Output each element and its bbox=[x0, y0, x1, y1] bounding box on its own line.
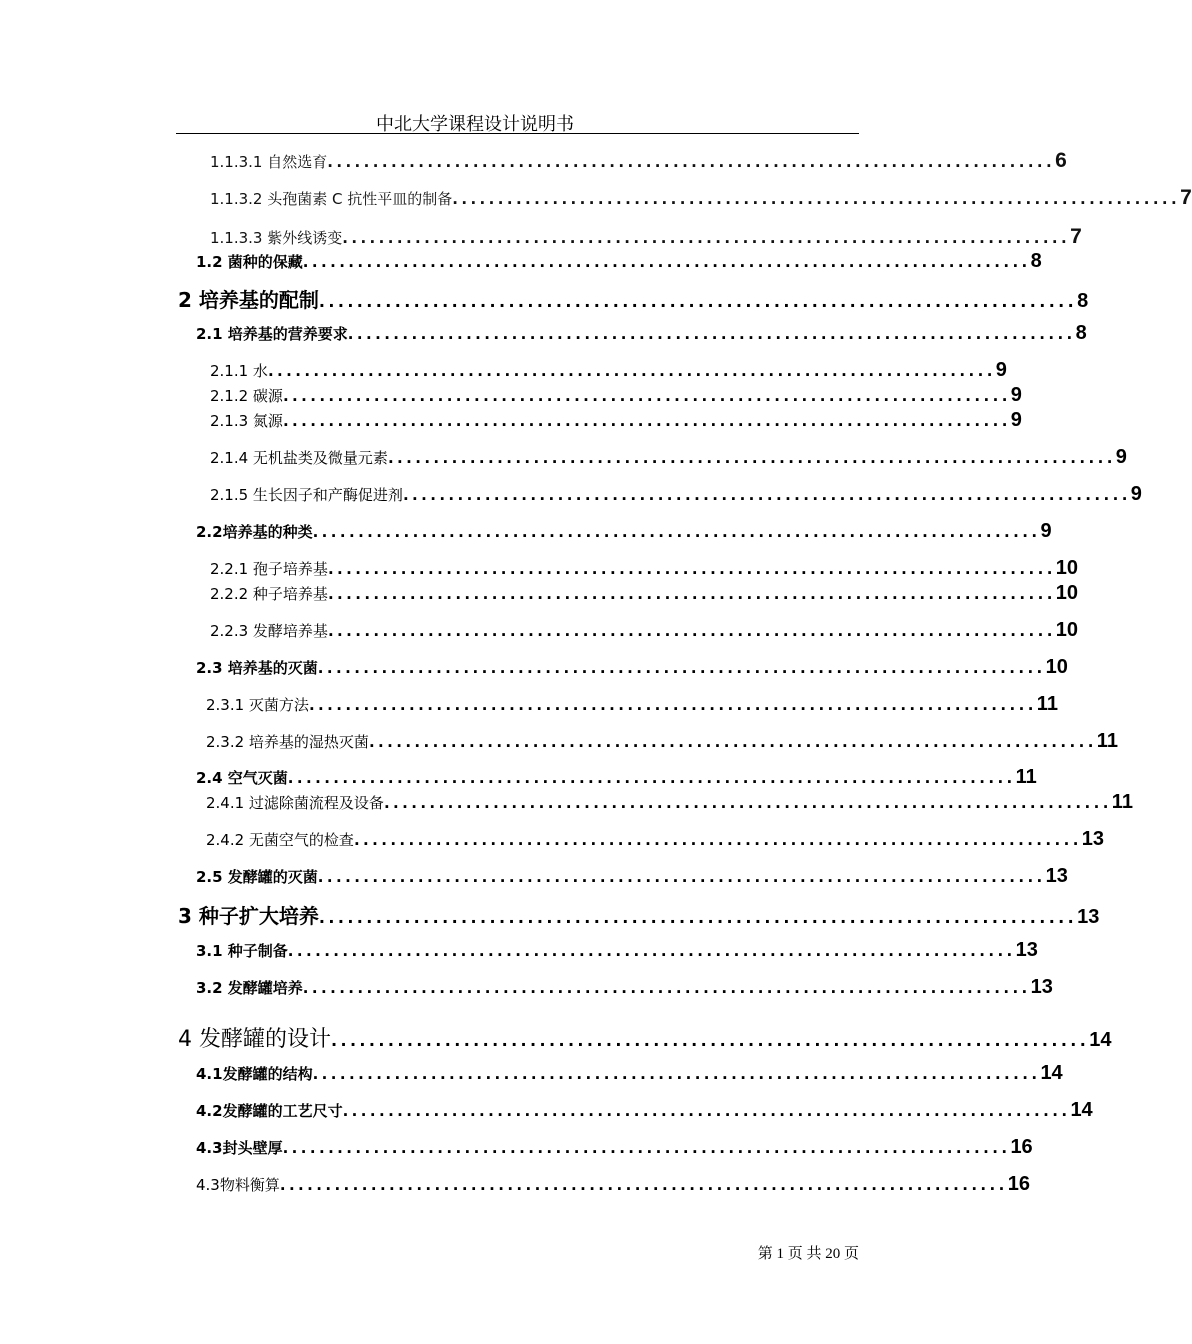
toc-entry-page: 13 bbox=[1015, 939, 1038, 961]
toc-entry[interactable] bbox=[206, 791, 1133, 814]
page-header-title: 中北大学课程设计说明书 bbox=[376, 114, 574, 135]
toc-leader-dots: ................................................................................ bbox=[317, 868, 1046, 886]
toc-leader-dots: ................................................................................ bbox=[342, 229, 1071, 247]
toc-leader-dots: ................................................................................ bbox=[312, 1065, 1041, 1083]
toc-entry[interactable] bbox=[196, 322, 1087, 345]
toc-leader-dots: ................................................................................ bbox=[327, 585, 1056, 603]
header-rule bbox=[176, 133, 859, 134]
toc-entry-label: 1.2 菌种的保藏 bbox=[196, 253, 303, 271]
toc-entry[interactable] bbox=[210, 619, 1079, 642]
toc-entry-page: 13 bbox=[1077, 906, 1100, 928]
toc-entry[interactable] bbox=[206, 828, 1105, 851]
toc-entry-label: 2.2.1 孢子培养基 bbox=[210, 560, 328, 578]
toc-leader-dots: ................................................................................ bbox=[368, 733, 1097, 751]
toc-entry-label: 2.2.2 种子培养基 bbox=[210, 585, 328, 603]
toc-entry-label: 2.4.2 无菌空气的检查 bbox=[206, 831, 354, 849]
toc-entry[interactable] bbox=[178, 1022, 1112, 1053]
toc-entry-page: 9 bbox=[1010, 384, 1022, 406]
toc-entry[interactable] bbox=[196, 1099, 1093, 1122]
toc-entry[interactable] bbox=[206, 693, 1058, 716]
toc-entry-page: 14 bbox=[1089, 1029, 1112, 1051]
toc-leader-dots: ................................................................................ bbox=[282, 387, 1011, 405]
toc-entry-page: 9 bbox=[1040, 520, 1052, 542]
toc-entry-page: 10 bbox=[1055, 619, 1079, 641]
toc-entry-label: 2.2.3 发酵培养基 bbox=[210, 622, 328, 640]
toc-entry-page: 9 bbox=[1130, 483, 1142, 505]
toc-entry[interactable] bbox=[196, 250, 1042, 273]
toc-entry[interactable] bbox=[196, 520, 1052, 543]
toc-entry-page: 16 bbox=[1010, 1136, 1033, 1158]
toc-entry[interactable] bbox=[210, 149, 1067, 173]
toc-entry-page: 13 bbox=[1081, 828, 1105, 850]
toc-entry[interactable] bbox=[210, 384, 1022, 407]
toc-leader-dots: ................................................................................ bbox=[302, 979, 1031, 997]
toc-entry-page: 10 bbox=[1055, 557, 1079, 579]
toc-entry-page: 11 bbox=[1036, 693, 1058, 715]
toc-entry-page: 13 bbox=[1045, 865, 1068, 887]
toc-entry[interactable] bbox=[210, 225, 1082, 249]
toc-leader-dots: ................................................................................ bbox=[318, 292, 1078, 311]
toc-entry[interactable] bbox=[206, 730, 1118, 753]
toc-entry[interactable] bbox=[210, 359, 1007, 382]
toc-entry-page: 7 bbox=[1070, 225, 1082, 248]
toc-entry-page: 8 bbox=[1075, 322, 1087, 344]
toc-entry-label: 4.3物料衡算 bbox=[196, 1176, 280, 1194]
toc-leader-dots: ................................................................................ bbox=[327, 153, 1056, 171]
toc-entry[interactable] bbox=[178, 284, 1089, 313]
toc-entry-label: 2 培养基的配制 bbox=[178, 288, 319, 312]
toc-entry[interactable] bbox=[196, 656, 1068, 679]
toc-entry-page: 9 bbox=[1010, 409, 1022, 431]
toc-entry-page: 9 bbox=[995, 359, 1007, 381]
toc-entry[interactable] bbox=[196, 865, 1068, 888]
toc-entry-page: 14 bbox=[1070, 1099, 1093, 1121]
toc-entry[interactable] bbox=[196, 766, 1037, 789]
toc-entry-label: 2.5 发酵罐的灭菌 bbox=[196, 868, 318, 886]
toc-entry-label: 2.3.1 灭菌方法 bbox=[206, 696, 309, 714]
toc-leader-dots: ................................................................................ bbox=[318, 908, 1078, 927]
toc-entry-page: 13 bbox=[1030, 976, 1053, 998]
toc-leader-dots: ................................................................................ bbox=[402, 486, 1131, 504]
toc-leader-dots: ................................................................................ bbox=[312, 523, 1041, 541]
toc-leader-dots: ................................................................................ bbox=[287, 942, 1016, 960]
toc-entry-label: 2.1 培养基的营养要求 bbox=[196, 325, 348, 343]
toc-entry[interactable] bbox=[196, 976, 1053, 999]
toc-entry[interactable] bbox=[196, 1173, 1030, 1196]
toc-leader-dots: ................................................................................ bbox=[327, 560, 1056, 578]
toc-entry-label: 2.1.1 水 bbox=[210, 362, 268, 380]
toc-entry-page: 7 bbox=[1180, 186, 1192, 209]
toc-entry-label: 2.1.5 生长因子和产酶促进剂 bbox=[210, 486, 403, 504]
toc-entry-label: 1.1.3.1 自然选育 bbox=[210, 153, 328, 171]
toc-leader-dots: ................................................................................ bbox=[331, 1031, 1090, 1050]
toc-entry-page: 11 bbox=[1015, 766, 1037, 788]
toc-entry-page: 9 bbox=[1115, 446, 1127, 468]
toc-entry[interactable] bbox=[196, 939, 1038, 962]
toc-entry-label: 3.2 发酵罐培养 bbox=[196, 979, 303, 997]
toc-entry-label: 2.2培养基的种类 bbox=[196, 523, 313, 541]
page-footer: 第 1 页 共 20 页 bbox=[757, 1246, 859, 1262]
toc-leader-dots: ................................................................................ bbox=[287, 769, 1016, 787]
toc-entry-page: 6 bbox=[1055, 149, 1067, 172]
toc-entry-page: 10 bbox=[1045, 656, 1068, 678]
toc-entry-page: 16 bbox=[1007, 1173, 1030, 1195]
toc-entry[interactable] bbox=[196, 1136, 1033, 1159]
toc-entry[interactable] bbox=[210, 557, 1079, 580]
toc-entry-label: 2.1.2 碳源 bbox=[210, 387, 283, 405]
toc-leader-dots: ................................................................................ bbox=[383, 794, 1112, 812]
toc-entry[interactable] bbox=[210, 582, 1079, 605]
toc-entry[interactable] bbox=[210, 483, 1142, 506]
toc-leader-dots: ................................................................................ bbox=[279, 1176, 1008, 1194]
toc-leader-dots: ................................................................................ bbox=[282, 412, 1011, 430]
toc-entry-label: 3 种子扩大培养 bbox=[178, 904, 319, 928]
toc-leader-dots: ................................................................................ bbox=[347, 325, 1076, 343]
toc-entry-label: 4.3封头壁厚 bbox=[196, 1139, 283, 1157]
toc-entry-page: 8 bbox=[1030, 250, 1042, 272]
toc-leader-dots: ................................................................................ bbox=[387, 449, 1116, 467]
toc-entry[interactable] bbox=[210, 186, 1192, 210]
toc-leader-dots: ................................................................................ bbox=[342, 1102, 1071, 1120]
toc-entry-label: 2.3.2 培养基的湿热灭菌 bbox=[206, 733, 369, 751]
toc-entry-label: 4.1发酵罐的结构 bbox=[196, 1065, 313, 1083]
toc-entry-label: 3.1 种子制备 bbox=[196, 942, 288, 960]
toc-leader-dots: ................................................................................ bbox=[452, 190, 1181, 208]
toc-entry-label: 2.4.1 过滤除菌流程及设备 bbox=[206, 794, 384, 812]
toc-entry[interactable] bbox=[210, 446, 1127, 469]
toc-entry-page: 11 bbox=[1096, 730, 1118, 752]
toc-entry-label: 1.1.3.3 紫外线诱变 bbox=[210, 229, 343, 247]
toc-entry[interactable] bbox=[196, 1062, 1063, 1085]
toc-leader-dots: ................................................................................ bbox=[327, 622, 1056, 640]
toc-entry-page: 14 bbox=[1040, 1062, 1063, 1084]
toc-leader-dots: ................................................................................ bbox=[317, 659, 1046, 677]
toc-entry-label: 4.2发酵罐的工艺尺寸 bbox=[196, 1102, 343, 1120]
toc-entry[interactable] bbox=[178, 900, 1100, 929]
toc-leader-dots: ................................................................................ bbox=[308, 696, 1037, 714]
toc-entry-page: 10 bbox=[1055, 582, 1079, 604]
toc-entry-label: 2.1.3 氮源 bbox=[210, 412, 283, 430]
toc-entry-label: 4 发酵罐的设计 bbox=[178, 1027, 331, 1052]
toc-leader-dots: ................................................................................ bbox=[267, 362, 996, 380]
toc-entry-label: 2.4 空气灭菌 bbox=[196, 769, 288, 787]
toc-leader-dots: ................................................................................ bbox=[302, 253, 1031, 271]
toc-entry-label: 2.3 培养基的灭菌 bbox=[196, 659, 318, 677]
toc-leader-dots: ................................................................................ bbox=[282, 1139, 1011, 1157]
toc-entry-label: 1.1.3.2 头孢菌素 C 抗性平皿的制备 bbox=[210, 190, 453, 208]
toc-leader-dots: ................................................................................ bbox=[353, 831, 1082, 849]
toc-entry-label: 2.1.4 无机盐类及微量元素 bbox=[210, 449, 388, 467]
toc-entry-page: 8 bbox=[1077, 290, 1089, 312]
toc-entry-page: 11 bbox=[1111, 791, 1133, 813]
toc-entry[interactable] bbox=[210, 409, 1022, 432]
